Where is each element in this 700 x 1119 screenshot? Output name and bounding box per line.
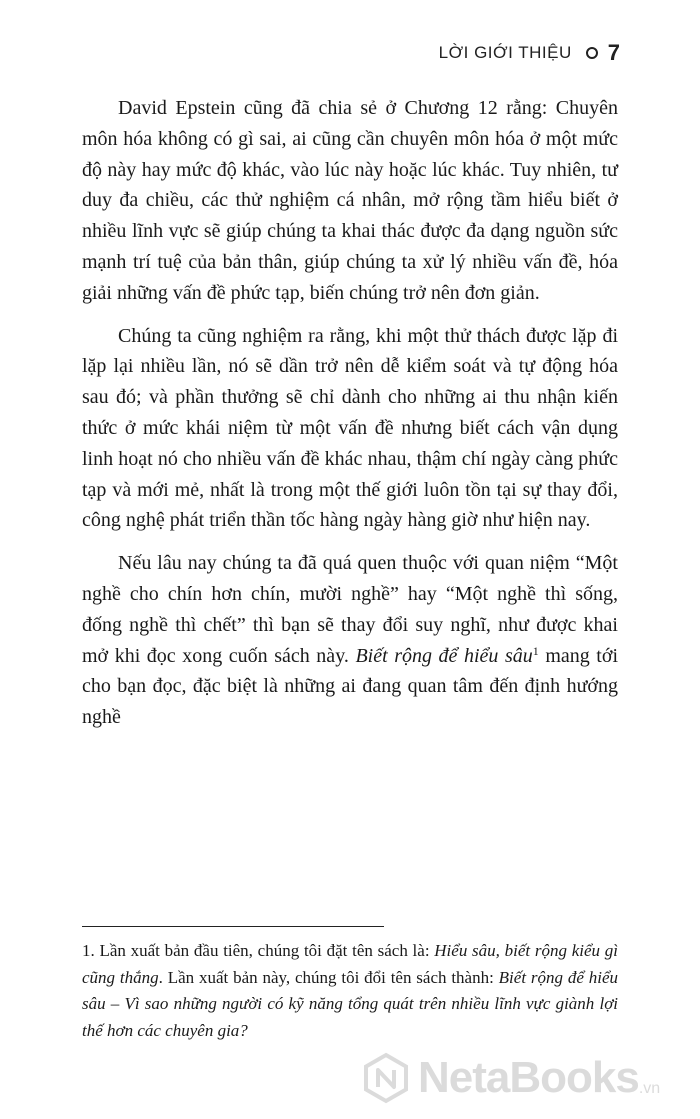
paragraph-3-text-a: Nếu lâu nay chúng ta đã quá quen thuộc với quan niệm “Một nghề cho chín hơn chín, mười nghề” hay “Một nghề thì sống, đống nghề thì chết” thì bạn sẽ thay đổi suy nghĩ, như được khai mở khi đọc xong cuốn sách này.: [82, 552, 618, 667]
chapter-title: LỜI GIỚI THIỆU: [438, 43, 572, 62]
paragraph-3-text-b: mang tới cho bạn đọc, đặc biệt là những ai đang quan tâm đến định hướng nghề: [82, 644, 618, 729]
footnote: [82, 938, 618, 1044]
page-number: 7: [607, 40, 620, 65]
footnote-title-2: Biết rộng để hiểu sâu – Vì sao những người có kỹ năng tổng quát trên nhiều lĩnh vực giành lợi thế hơn các chuyên gia?: [82, 967, 618, 1040]
book-title: Biết rộng để hiểu sâu: [355, 644, 533, 667]
paragraph-3: [82, 548, 618, 733]
watermark: [360, 1052, 660, 1104]
paragraph-2: Chúng ta cũng nghiệm ra rằng, khi một thử thách được lặp đi lặp lại nhiều lần, nó sẽ dần trở nên dễ kiểm soát và tự động hóa sau đó; và phần thưởng sẽ chỉ dành cho những ai thu nhận kiến thức ở mức khái niệm từ một vấn đề nhưng biết cách vận dụng linh hoạt nó cho nhiều vấn đề khác nhau, thậm chí ngày càng phức tạp và mới mẻ, nhất là trong một thế giới luôn tồn tại sự thay đổi, công nghệ phát triển thần tốc hàng ngày hàng giờ như hiện nay.: [82, 324, 618, 532]
netabooks-logo-icon: [360, 1052, 412, 1104]
watermark-text: NetaBooks: [418, 1053, 639, 1102]
footnote-text-b: . Lần xuất bản này, chúng tôi đổi tên sách thành:: [158, 967, 499, 987]
circle-ornament-icon: [586, 47, 598, 59]
footnote-text-a: 1. Lần xuất bản đầu tiên, chúng tôi đặt tên sách là:: [82, 941, 435, 960]
footnote-divider: [82, 926, 384, 927]
running-header: [439, 38, 620, 68]
body-text: [82, 93, 618, 745]
footnote-marker: 1: [532, 643, 539, 658]
paragraph-1: David Epstein cũng đã chia sẻ ở Chương 12 rằng: Chuyên môn hóa không có gì sai, ai cũng cần chuyên môn hóa ở một mức độ này hay mức độ khác, vào lúc này hoặc lúc khác. Tuy nhiên, tư duy đa chiều, các thử nghiệm cá nhân, mở rộng tầm hiểu biết ở nhiều lĩnh vực sẽ giúp chúng ta khai thác được đa dạng nguồn sức mạnh trí tuệ của bản thân, giúp chúng ta xử lý nhiều vấn đề, hóa giải những vấn đề phức tạp, biến chúng trở nên đơn giản.: [82, 97, 618, 304]
watermark-suffix: .vn: [638, 1080, 661, 1097]
footnote-title-1: Hiểu sâu, biết rộng kiểu gì cũng thắng: [82, 941, 618, 987]
